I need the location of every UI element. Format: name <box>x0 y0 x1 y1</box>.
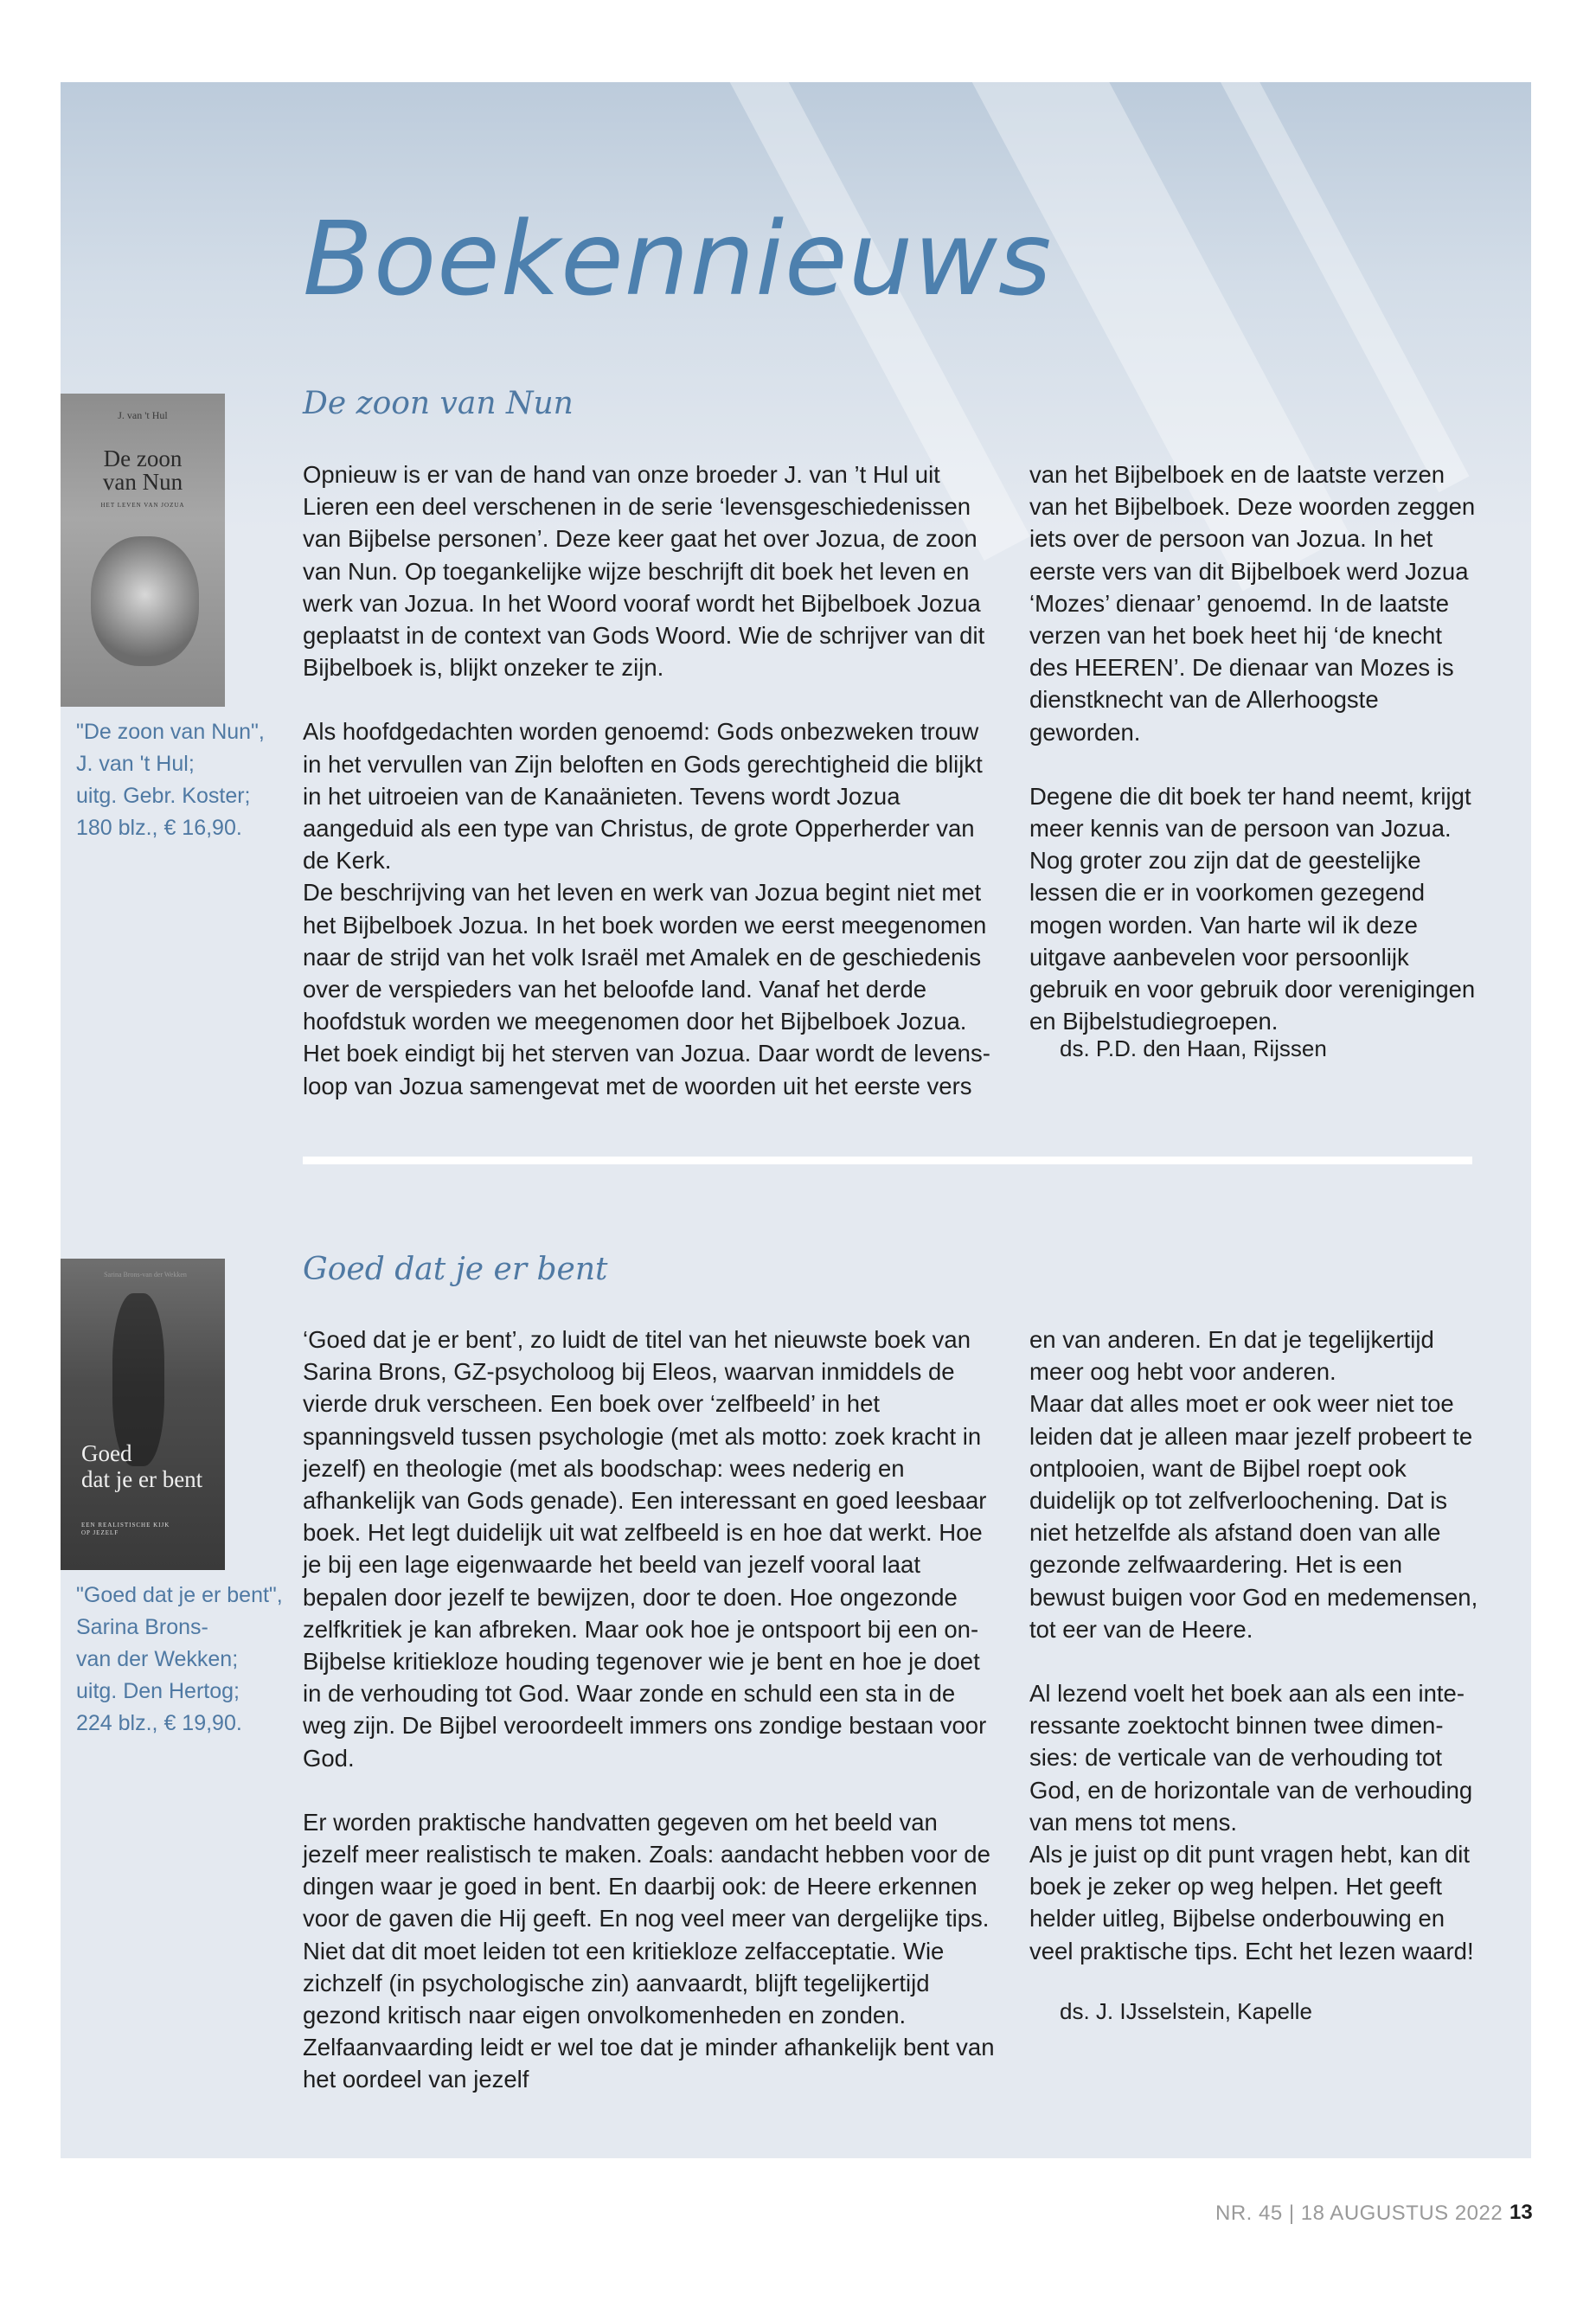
article-column-1 <box>303 458 995 1102</box>
book-caption: "De zoon van Nun", J. van 't Hul; uitg. Gebr. Koster; 180 blz., € 16,90. <box>76 720 265 840</box>
book-caption: "Goed dat je er bent", Sarina Brons- van der Wekken; uitg. Den Hertog; 224 blz., € 19,90. <box>76 1583 283 1735</box>
paragraph: De beschrijving van het leven en werk van Jozua begint niet met het Bijbelboek Jozua. In het boek worden we eerst meegenomen naar de strijd van het volk Israël met Amalek en de geschiedenis over de verspieders van het beloofde land. Vanaf het derde hoofdstuk worden we meegenomen door het Bijbelboek Jozua. Het boek eindigt bij het sterven van Jozua. Daar wordt de levensloop van Jozua samengevat met de woorden uit het eerste vers <box>303 879 990 1099</box>
divider <box>303 1157 1472 1164</box>
paragraph: Als hoofdgedachten worden genoemd: Gods onbezweken trouw in het vervullen van Zijn beloften en Gods gerechtigheid die blijkt in het uitroeien van de Kanaänieten. Tevens wordt Jozua aangeduid als een type van Christus, de grote Opperherder van de Kerk. <box>303 718 983 875</box>
article-column-1 <box>303 1324 995 2096</box>
cover-subtitle: EEN REALISTISCHE KIJK OP JEZELF <box>81 1522 170 1536</box>
cover-illustration <box>91 536 199 666</box>
cover-author: J. van 't Hul <box>118 409 168 421</box>
paragraph: Er worden praktische handvatten gegeven om het beeld van jezelf meer realistisch te maken. Zoals: aandacht hebben voor de dingen waar je goed in bent. En daarbij ook: de Heere erkennen voor de gaven die Hij geeft. En nog veel meer van dergelijke tips. Niet dat dit moet leiden tot een kritiekloze zelfacceptatie. Wie zichzelf (in psychologische zin) aanvaardt, blijft tegelijkertijd gezond kritisch naar eigen onvolkomenheden en zonden. Zelfaanvaarding leidt er wel toe dat je minder afhankelijk bent van het oordeel van jezelf <box>303 1808 995 2093</box>
paragraph: van het Bijbelboek en de laatste verzen van het Bijbelboek. Deze woorden zeggen iets over de persoon van Jozua. In het eerste vers van dit Bijbelboek werd Jozua ‘Mozes’ dienaar’ genoemd. In de laatste verzen van het boek heet hij ‘de knecht des HEEREN’. De dienaar van Mozes is dienstknecht van de Allerhoogste geworden. <box>1029 461 1476 746</box>
article-title: Goed dat je er bent <box>303 1252 608 1287</box>
paragraph: Al lezend voelt het boek aan als een interessante zoektocht binnen twee dimensies: de verticale van de verhouding tot God, en de horizontale van de verhouding van mens tot mens. <box>1029 1680 1473 1836</box>
cover-title: De zoon van Nun <box>102 445 183 495</box>
author-signature: ds. P.D. den Haan, Rijssen <box>1060 1035 1327 1061</box>
cover-subtitle: HET LEVEN VAN JOZUA <box>100 502 185 509</box>
paragraph: Opnieuw is er van de hand van onze broeder J. van ’t Hul uit Lieren een deel verschenen in de serie ‘levensgeschiedenissen van Bijbelse personen’. Deze keer gaat het over Jozua, de zoon van Nun. Op toegankelijke wijze beschrijft dit boek het leven en werk van Jozua. In het Woord vooraf wordt het Bijbelboek Jozua geplaatst in de context van Gods Woord. Wie de schrijver van dit Bijbelboek is, blijkt onzeker te zijn. <box>303 461 985 682</box>
issue-date: NR. 45 | 18 AUGUSTUS 2022 <box>1215 2202 1503 2225</box>
paragraph: en van anderen. En dat je tegelijkertijd meer oog hebt voor anderen. <box>1029 1326 1434 1386</box>
paragraph: Maar dat alles moet er ook weer niet toe leiden dat je alleen maar jezelf probeert te ontplooien, want de Bijbel roept ook duidelijk op tot zelfverloochening. Dat is niet hetzelfde als afstand doen van alle gezonde zelfwaardering. Het is een bewust buigen voor God en medemensen, tot eer van de Heere. <box>1029 1390 1478 1643</box>
book-cover-de-zoon-van-nun <box>61 394 225 707</box>
paragraph: ‘Goed dat je er bent’, zo luidt de titel van het nieuwste boek van Sarina Brons, GZ-psycholoog bij Eleos, waarvan inmiddels de vierde druk verscheen. Een boek over ‘zelfbeeld’ in het spanningsveld tussen psychologie (met als motto: zoek kracht in jezelf) en theologie (met als boodschap: wees nederig en afhankelijk van Gods genade). Een interessant en goed leesbaar boek. Het legt duidelijk uit wat zelfbeeld is en hoe dat werkt. Hoe je bij een lage eigenwaarde het beeld van jezelf vooral laat bepalen door jezelf te bewijzen, door te doen. Hoe ongezonde zelfkritiek je kan afbreken. Maar ook hoe je ontspoort bij een on-Bijbelse kritiekloze houding tegenover wie je bent en hoe je doet in de verhouding tot God. Waar zonde en schuld een sta in de weg zijn. De Bijbel veroordeelt immers ons zondige bestaan voor God. <box>303 1326 987 1772</box>
article-column-2 <box>1029 1324 1479 1967</box>
page-number: 13 <box>1509 2201 1533 2224</box>
section-title: Boekennieuws <box>303 199 1053 318</box>
author-signature: ds. J. IJsselstein, Kapelle <box>1060 1998 1312 2024</box>
article-column-2 <box>1029 458 1479 1069</box>
article-title: De zoon van Nun <box>303 386 574 421</box>
book-cover-goed-dat-je-er-bent <box>61 1259 225 1570</box>
cover-author: Sarina Brons-van der Wekken <box>104 1271 187 1279</box>
paragraph: Als je juist op dit punt vragen hebt, kan dit boek je zeker op weg helpen. Het geeft helder uitleg, Bijbelse onderbouwing en veel praktische tips. Echt het lezen waard! <box>1029 1841 1474 1965</box>
paragraph: Degene die dit boek ter hand neemt, krijgt meer kennis van de persoon van Jozua. Nog groter zou zijn dat de geestelijke lessen die er in voorkomen gezegend mogen worden. Van harte wil ik deze uitgave aanbevelen voor persoonlijk gebruik en voor gebruik door verenigingen en Bijbelstudiegroepen. <box>1029 782 1476 1035</box>
cover-title: Goed dat je er bent <box>81 1440 203 1492</box>
